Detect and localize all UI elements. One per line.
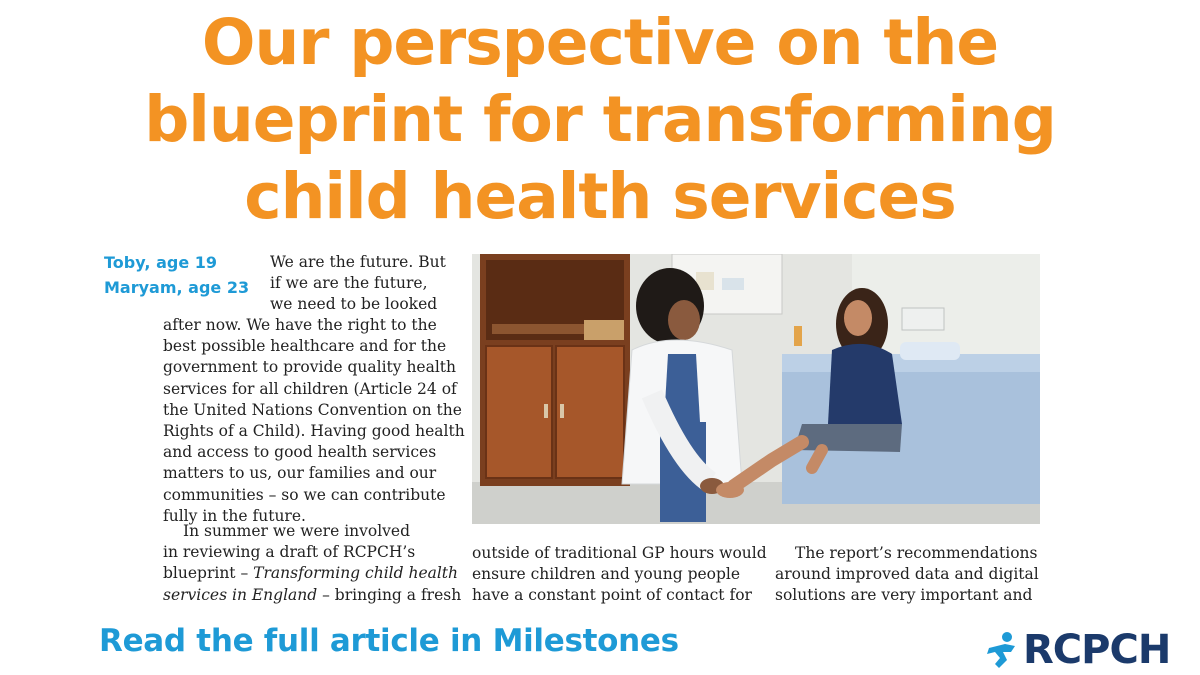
text-line: ensure children and young people (472, 565, 741, 584)
report-title-italic: Transforming child health (253, 564, 459, 583)
text-line: government to provide quality health (163, 358, 457, 377)
article-column-1-paragraph-1 (163, 315, 465, 527)
text-line: if we are the future, (270, 274, 428, 293)
text-line: solutions are very important and (775, 586, 1033, 605)
text-fragment: blueprint – (163, 564, 254, 583)
author-name: Maryam, age 23 (104, 278, 250, 297)
article-photo (472, 254, 1040, 524)
text-line: the United Nations Convention on the (163, 400, 462, 419)
text-line: and access to good health services (163, 443, 437, 462)
author-byline (104, 250, 249, 300)
text-line: communities – so we can contribute (163, 485, 446, 504)
running-figure-icon (985, 630, 1021, 670)
text-line: outside of traditional GP hours would (472, 544, 767, 562)
text-line: we need to be looked (270, 295, 438, 314)
doctor-child-exam-illustration (472, 254, 1040, 524)
text-line (163, 563, 459, 584)
text-line: services for all children (Article 24 of (163, 379, 457, 398)
article-column-2 (472, 543, 767, 607)
headline-line-1: Our perspective on the (201, 6, 999, 79)
text-line: matters to us, our families and our (163, 464, 437, 483)
text-line: have a constant point of contact for (472, 586, 752, 605)
text-fragment: – bringing a fresh (317, 585, 462, 604)
read-full-article-link[interactable]: Read the full article in Milestones (99, 623, 679, 659)
text-line: fully in the future. (163, 506, 306, 525)
text-fragment: The report’s recommendations (795, 544, 1038, 562)
author-name: Toby, age 19 (104, 253, 218, 272)
report-title-italic: services in England (163, 585, 318, 604)
text-line: in reviewing a draft of RCPCH’s (163, 543, 416, 562)
text-line: around improved data and digital (775, 565, 1039, 584)
article-column-1-intro (270, 252, 450, 316)
page-title (0, 4, 1200, 235)
text-line (163, 585, 462, 606)
rcpch-logo (985, 628, 1170, 672)
text-line: Rights of a Child). Having good health (163, 422, 465, 441)
logo-wordmark: RCPCH (1023, 627, 1171, 673)
text-fragment: In summer we were involved (183, 522, 411, 540)
headline-line-2: blueprint for transforming (144, 83, 1056, 156)
text-line (163, 521, 453, 542)
headline-line-3: child health services (244, 160, 956, 233)
text-line: after now. We have the right to the (163, 316, 437, 334)
text-line (775, 543, 1040, 564)
article-column-3 (775, 543, 1040, 607)
text-line: We are the future. But (270, 253, 446, 271)
article-column-1-paragraph-2 (163, 521, 462, 606)
text-line: best possible healthcare and for the (163, 337, 447, 356)
